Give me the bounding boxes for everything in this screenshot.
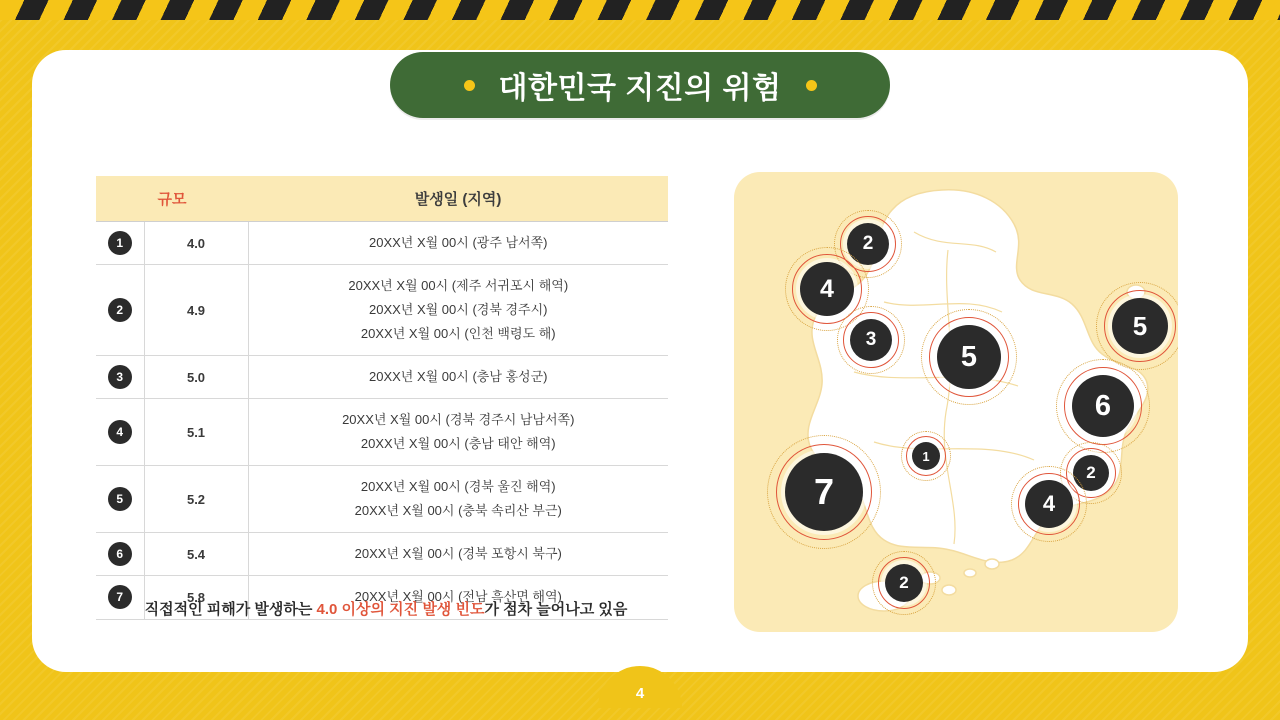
slide-title-pill xyxy=(390,52,890,118)
map-marker: 7 xyxy=(785,453,863,531)
map-marker: 2 xyxy=(1073,455,1109,491)
date-region-cell xyxy=(248,399,668,466)
map-marker: 4 xyxy=(800,262,854,316)
table-row xyxy=(96,533,668,576)
bullet-dot-left-icon xyxy=(464,80,475,91)
row-badge-cell xyxy=(96,356,144,399)
magnitude-value: 4.0 xyxy=(144,222,248,265)
map-marker: 5 xyxy=(1112,298,1168,354)
date-region-entry: 20XX년 X월 00시 (충남 홍성군) xyxy=(369,369,548,385)
page-number-bubble xyxy=(598,666,682,708)
row-badge-cell xyxy=(96,265,144,356)
row-number-badge: 3 xyxy=(108,365,132,389)
row-badge-cell xyxy=(96,533,144,576)
map-marker: 2 xyxy=(885,564,923,602)
map-marker: 6 xyxy=(1072,375,1134,437)
column-header-magnitude: 규모 xyxy=(96,176,248,222)
footnote-prefix: 직접적인 피해가 발생하는 xyxy=(144,601,317,618)
table-header-row xyxy=(96,176,668,222)
row-number-badge: 2 xyxy=(108,298,132,322)
page-number: 4 xyxy=(635,685,645,702)
row-badge-cell xyxy=(96,399,144,466)
magnitude-value: 5.2 xyxy=(144,466,248,533)
table-body xyxy=(96,222,668,620)
date-region-cell xyxy=(248,533,668,576)
footnote-suffix: 가 점차 늘어나고 있음 xyxy=(484,601,628,618)
magnitude-value: 5.1 xyxy=(144,399,248,466)
map-marker: 5 xyxy=(937,325,1001,389)
date-region-entry: 20XX년 X월 00시 (인천 백령도 해) xyxy=(360,326,556,342)
table-row xyxy=(96,356,668,399)
earthquake-table xyxy=(96,176,668,620)
magnitude-value: 5.4 xyxy=(144,533,248,576)
table-row xyxy=(96,222,668,265)
bullet-dot-right-icon xyxy=(806,80,817,91)
date-region-cell xyxy=(248,356,668,399)
magnitude-value: 5.0 xyxy=(144,356,248,399)
date-region-cell xyxy=(248,265,668,356)
map-marker: 1 xyxy=(912,442,940,470)
column-header-date: 발생일 (지역) xyxy=(248,176,668,222)
date-region-entry: 20XX년 X월 00시 (경북 경주시) xyxy=(369,302,548,318)
row-number-badge: 5 xyxy=(108,487,132,511)
footnote xyxy=(96,598,676,619)
row-number-badge: 7 xyxy=(108,585,132,609)
row-number-badge: 1 xyxy=(108,231,132,255)
date-region-entry: 20XX년 X월 00시 (광주 남서쪽) xyxy=(369,235,548,250)
date-region-entry: 20XX년 X월 00시 (경북 포항시 북구) xyxy=(354,546,562,562)
row-badge-cell xyxy=(96,222,144,265)
table-row xyxy=(96,265,668,356)
magnitude-value: 4.9 xyxy=(144,265,248,356)
earthquake-table-container xyxy=(96,176,668,620)
table-row xyxy=(96,466,668,533)
date-region-entry: 20XX년 X월 00시 (전남 흑산면 해역) xyxy=(354,589,562,605)
row-number-badge: 4 xyxy=(108,420,132,444)
date-region-entry: 20XX년 X월 00시 (경북 경주시 남남서쪽) xyxy=(342,412,575,428)
table-row xyxy=(96,399,668,466)
map-marker: 2 xyxy=(847,223,889,265)
hazard-stripe-banner xyxy=(0,0,1280,20)
map-marker: 4 xyxy=(1025,480,1073,528)
row-badge-cell xyxy=(96,466,144,533)
magnitude-value: 5.8 xyxy=(144,576,248,619)
date-region-entry: 20XX년 X월 00시 (충남 태안 해역) xyxy=(360,436,556,452)
date-region-entry: 20XX년 X월 00시 (경북 울진 해역) xyxy=(360,479,556,495)
korea-map-panel xyxy=(734,172,1178,632)
date-region-cell xyxy=(248,222,668,265)
page-title: 대한민국 지진의 위험 xyxy=(498,72,782,105)
map-marker: 3 xyxy=(850,319,892,361)
date-region-entry: 20XX년 X월 00시 (제주 서귀포시 해역) xyxy=(348,278,569,294)
footnote-highlight: 4.0 이상의 지진 발생 빈도 xyxy=(316,601,485,618)
row-number-badge: 6 xyxy=(108,542,132,566)
date-region-entry: 20XX년 X월 00시 (충북 속리산 부근) xyxy=(354,503,562,519)
date-region-cell xyxy=(248,466,668,533)
